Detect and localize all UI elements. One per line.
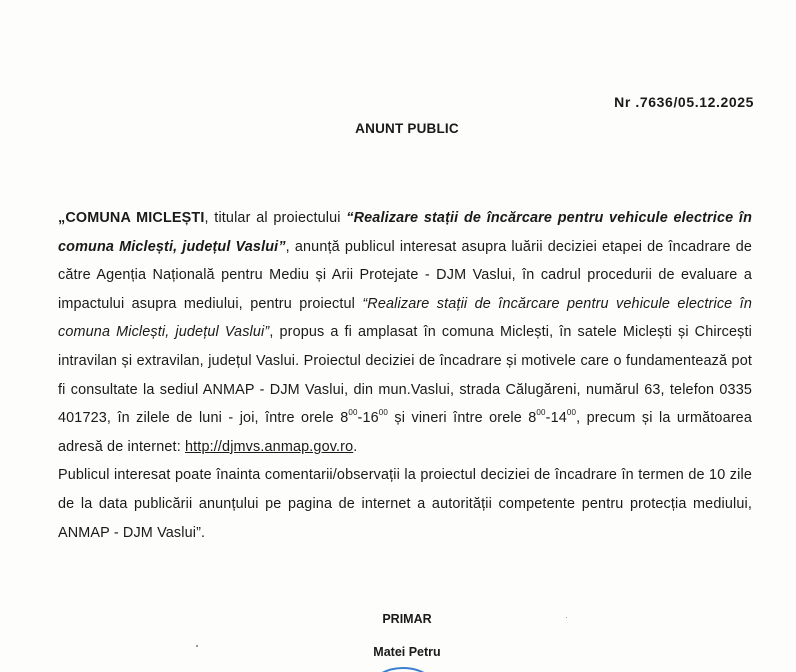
hour-sup-4: 00 [566, 408, 577, 418]
announcement-body [58, 204, 752, 547]
issuer-suffix: , titular al proiectului [204, 210, 347, 226]
paragraph-main [58, 204, 752, 461]
text-2: , propus a fi amplasat în comuna Miclești, în satele Miclești și Chircești intravilan și extravilan, județul Vaslui. Proiectul deciziei de încadrare și motivele care o fundamentează pot fi consultate la sediul ANMAP - DJM Vaslui, din mun.Vaslui, strada Călugăreni, numărul 63, telefon 0335 401723, în zilele de luni - joi, între orele 8 [58, 324, 752, 427]
stamp-outer-ring [363, 668, 443, 672]
hour-sup-1: 00 [348, 408, 358, 418]
project-name-1: “Realizare stații de încărcare pentru vehicule electrice în comuna Miclești, județul Vaslui” [58, 210, 753, 255]
project-name-2: “Realizare stații de încărcare pentru vehicule electrice în comuna Miclești, județul Vaslui” [58, 295, 752, 341]
text-4: , precum și la următoarea adresă de internet: [58, 410, 752, 455]
hour-sup-2: 00 [378, 408, 388, 418]
issuer-name: „COMUNA MICLEȘTI [58, 210, 205, 226]
document-title: ANUNT PUBLIC [355, 121, 459, 136]
registration-number: Nr .7636/05.12.2025 [614, 94, 754, 110]
official-stamp [358, 660, 448, 672]
scan-speck [566, 617, 567, 618]
signatory-name: Matei Petru [373, 645, 441, 659]
text-1: , anunță publicul interesat asupra luării deciziei etapei de încadrare de către Agenția Națională pentru Mediu și Arii Protejate - DJM Vaslui, în cadrul procedurii de evaluare a impactului asupra mediului, pentru proiectul [58, 238, 753, 312]
signatory-role: PRIMAR [382, 612, 432, 626]
website-link[interactable]: http://djmvs.anmap.gov.ro [185, 438, 354, 455]
text-5: . [353, 438, 358, 455]
hour-dash-2: -14 [545, 410, 567, 427]
paragraph-comments: Publicul interesat poate înainta comentarii/observații la proiectul deciziei de încadrare în termen de 10 zile de la data publicării anunțului pe pagina de internet a autorității competente pentru protecția mediului, ANMAP - DJM Vaslui”. [58, 467, 752, 541]
text-3: și vineri între orele 8 [388, 410, 537, 427]
hour-dash-1: -16 [357, 410, 379, 427]
scan-speck [196, 645, 198, 647]
hour-sup-3: 00 [536, 408, 546, 418]
